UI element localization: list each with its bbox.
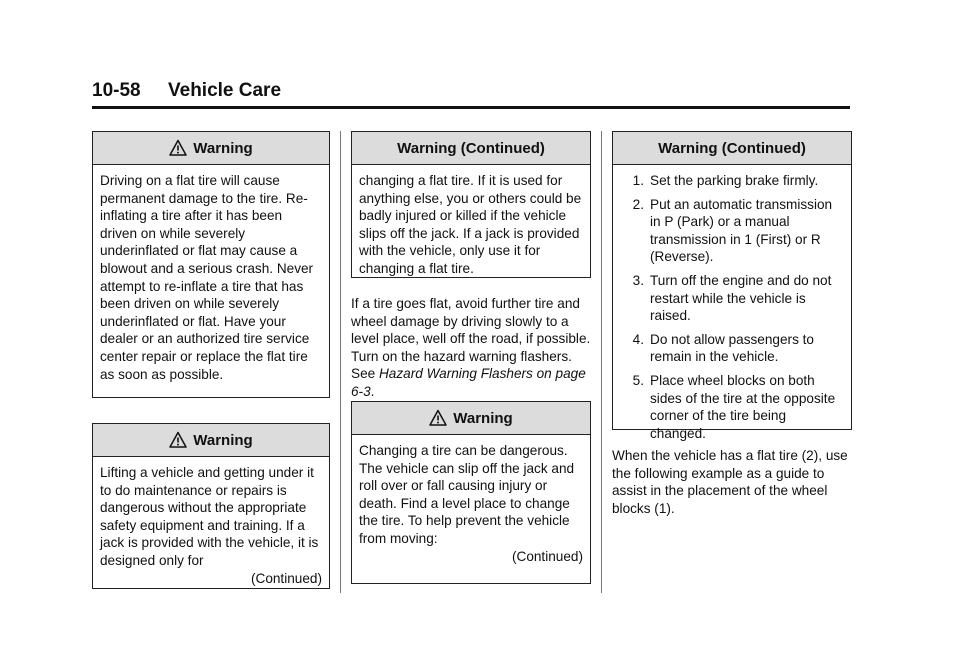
warning-header bbox=[352, 132, 590, 165]
warning-text: Driving on a flat tire will cause permanent damage to the tire. Re-inflating a tire after it has been driven on while severely underinflated or flat may cause a blowout and a serious crash. Never attempt to re-inflate a tire that has been driven on while severely underinflated or flat. Have your dealer or an authorized tire service center repair or replace the flat tire as soon as possible. bbox=[100, 173, 314, 382]
warning-text: Changing a tire can be dangerous. The vehicle can slip off the jack and roll over or fall causing injury or death. Find a level place to change the tire. To help prevent the vehicle from moving: bbox=[359, 443, 575, 546]
page-number: 10-58 bbox=[92, 80, 141, 101]
paragraph-end: . bbox=[370, 383, 375, 399]
column-divider-1 bbox=[340, 131, 341, 593]
warning-box-steps-continued bbox=[612, 131, 852, 441]
list-item: 1. Set the parking brake firmly. bbox=[632, 173, 819, 188]
list-item: 5. Place wheel blocks on both sides of the tire at the opposite corner of the tire being changed. bbox=[632, 372, 836, 441]
paragraph-text: When the vehicle has a flat tire (2), use the following example as a guide to assist in the placement of the wheel blocks (1). bbox=[612, 448, 848, 516]
warning-box-flat-tire bbox=[92, 131, 330, 398]
warning-header bbox=[352, 402, 590, 435]
safety-steps-list bbox=[620, 172, 844, 442]
paragraph-text: If a tire goes flat, avoid further tire and wheel damage by driving slowly to a level place, well off the road, if possible. Turn on the hazard warning flashers. See bbox=[351, 296, 591, 382]
warning-text: changing a flat tire. If it is used for anything else, you or others could be badly injured or killed if the vehicle slips off the jack. If a jack is provided with the vehicle, only use it for changing a flat tire. bbox=[359, 173, 582, 276]
list-item: 2. Put an automatic transmission in P (Park) or a manual transmission in 1 (First) or R (Reverse). bbox=[632, 196, 833, 265]
warning-header bbox=[613, 132, 851, 165]
warning-header bbox=[93, 424, 329, 457]
warning-triangle-icon bbox=[429, 409, 447, 427]
continued-label: (Continued) bbox=[511, 548, 583, 564]
warning-text: Lifting a vehicle and getting under it to do maintenance or repairs is dangerous without the appropriate safety equipment and training. If a jack is provided with the vehicle, it is designed only for bbox=[100, 465, 319, 568]
warning-title: Warning bbox=[193, 139, 253, 157]
section-title: Vehicle Care bbox=[168, 80, 282, 101]
warning-box-changing-tire bbox=[351, 401, 591, 584]
warning-title: Warning bbox=[193, 431, 253, 449]
wheel-blocks-paragraph bbox=[612, 447, 852, 517]
list-item: 3. Turn off the engine and do not restart while the vehicle is raised. bbox=[632, 272, 832, 324]
warning-title: Warning (Continued) bbox=[658, 139, 806, 157]
warning-triangle-icon bbox=[169, 139, 187, 157]
flat-tire-paragraph bbox=[351, 295, 591, 401]
page-header bbox=[92, 80, 850, 109]
warning-triangle-icon bbox=[169, 431, 187, 449]
warning-title: Warning (Continued) bbox=[397, 139, 545, 157]
warning-header bbox=[93, 132, 329, 165]
warning-box-lifting-vehicle bbox=[92, 423, 330, 589]
warning-box-jack-continued bbox=[351, 131, 591, 278]
continued-label: (Continued) bbox=[250, 570, 322, 586]
list-item: 4. Do not allow passengers to remain in the vehicle. bbox=[632, 331, 814, 365]
column-divider-2 bbox=[601, 131, 602, 593]
warning-title: Warning bbox=[453, 409, 513, 427]
cross-reference-link[interactable]: Hazard Warning Flashers on page 6-3 bbox=[351, 366, 586, 399]
